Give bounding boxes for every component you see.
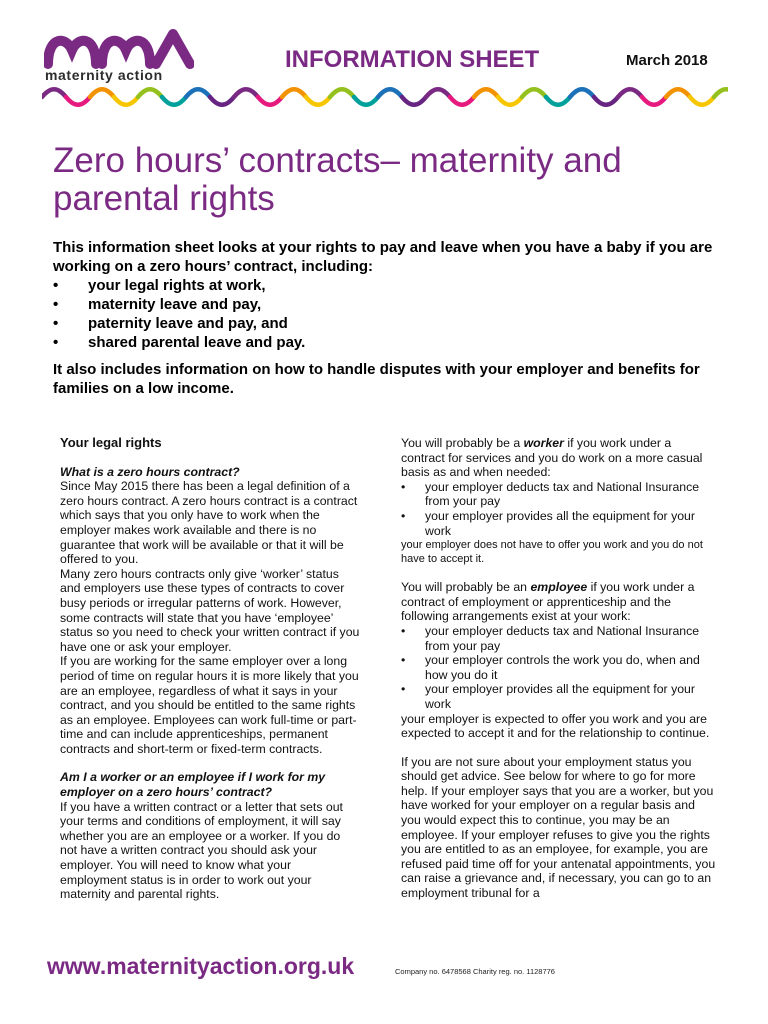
wave-segment (402, 97, 426, 105)
worker-term: worker (523, 436, 564, 450)
wave-segment (450, 97, 474, 105)
website-link[interactable]: www.maternityaction.org.uk (47, 953, 355, 979)
wave-segment (306, 97, 330, 105)
paragraph: If you are not sure about your employment status you should get advice. See below for where to go for more help. If your employer says that you are a worker, but you have worked for your employer on a regular basis and you would expect this to continue, you may be an employee. If your employer refuses to give you the rights you are entitled to as an employee, for example, you are refused paid time off for your antenatal appointments, you can raise a grievance and, if necessary, you can go to an employment tribunal for a (401, 754, 716, 901)
page-header (0, 0, 768, 120)
wave-segment (426, 89, 450, 97)
paragraph: Many zero hours contracts only give ‘worker’ status and employers use these types of contracts to cover busy periods or irregular patterns of work. However, some contracts will state that you have ‘employee’ status so you need to check your written contract if you have one or ask your employer. (60, 566, 360, 654)
bullet-icon: • (401, 508, 406, 523)
bullet-icon: • (401, 623, 406, 638)
bullet-icon: • (53, 277, 59, 294)
subheading-zero-hours: What is a zero hours contract? (60, 464, 240, 479)
left-column (60, 436, 360, 902)
page-title: Zero hours’ contracts– maternity and parental rights (53, 141, 622, 218)
wave-segment (234, 89, 258, 97)
bullet-icon: • (401, 479, 406, 494)
wave-segment (546, 97, 570, 105)
subheading-worker-or-employee: Am I a worker or an employee if I work for my employer on a zero hours’ contract? (60, 770, 326, 800)
list-item: your employer is expected to offer you work and you are expected to accept it and for the relationship to continue. (401, 711, 710, 741)
wave-segment (474, 89, 498, 97)
wave-segment (618, 89, 642, 97)
intro-section (53, 239, 723, 398)
list-item: • your employer provides all the equipment for your work (401, 508, 695, 538)
sheet-title: INFORMATION SHEET (285, 46, 540, 73)
list-item: your employer does not have to offer you work and you do not have to accept it. (401, 539, 703, 566)
wave-segment (42, 89, 66, 97)
paragraph: If you have a written contract or a letter that sets out your terms and conditions of employment, it will say whether you are an employee or a worker. If you do not have a written contract you should ask your employer. You will need to know what your employment status is in order to work out your maternity and parental rights. (60, 799, 343, 902)
wave-segment (282, 89, 306, 97)
wave-segment (498, 97, 522, 105)
list-item: • your employer provides all the equipment for your work (401, 682, 695, 711)
paragraph: If you are working for the same employer over a long period of time on regular hours it is more likely that you are an employee, regardless of what it says in your contract, and you should be entitled to the same rights as an employee. Employees can work full-time or part-time and can include apprenticeships, permanent contracts and short-term or fixed-term contracts. (60, 654, 359, 756)
employee-paragraph: You will probably be an employee if you work under a contract of employment or apprenticeship and the following arrangements exist at your work: (401, 580, 695, 624)
bullet-icon: • (53, 315, 59, 332)
paragraph: Since May 2015 there has been a legal definition of a zero hours contract. A zero hours contract is a contract which says that you only have to work when the employer makes work available and there is no guarantee that work will be available or that it will be offered to you. (60, 479, 358, 567)
wave-segment (690, 97, 714, 105)
wave-segment (258, 97, 282, 105)
logo-text: maternity action (45, 67, 163, 83)
bullet-icon: • (401, 653, 406, 668)
wave-segment (354, 97, 378, 105)
sheet-date: March 2018 (626, 52, 708, 69)
registration-info: Company no. 6478568 Charity reg. no. 1128776 (395, 967, 555, 976)
wave-segment (138, 89, 162, 97)
list-item: • your employer controls the work you do, when and how you do it (401, 653, 700, 682)
wave-segment (90, 89, 114, 97)
wave-segment (594, 97, 618, 105)
wave-segment (162, 97, 186, 105)
list-item: • shared parental leave and pay. (53, 334, 306, 351)
wave-segment (378, 89, 402, 97)
intro-paragraph-2: It also includes information on how to handle disputes with your employer and benefits for families on a low income. (53, 361, 700, 397)
wave-segment (66, 97, 90, 105)
wave-segment (210, 97, 234, 105)
bullet-icon: • (53, 334, 59, 351)
intro-paragraph: This information sheet looks at your rights to pay and leave when you have a baby if you are working on a zero hours’ contract, including: (53, 239, 713, 275)
list-item: • maternity leave and pay, (53, 296, 262, 313)
wave-segment (114, 97, 138, 105)
wave-segment (570, 89, 594, 97)
list-item: • your legal rights at work, (53, 277, 266, 294)
employee-term: employee (530, 580, 588, 595)
wave-segment (666, 89, 690, 97)
wave-segment (522, 89, 546, 97)
wave-segment (330, 89, 354, 97)
bullet-icon: • (401, 682, 406, 697)
rainbow-wave-divider (42, 84, 728, 110)
worker-paragraph: You will probably be a worker if you work under a contract for services and you do work on a more casual basis as and when needed: (401, 436, 703, 480)
bullet-icon: • (53, 296, 59, 313)
wave-segment (642, 97, 666, 105)
intro-list (53, 276, 723, 352)
list-item: • your employer deducts tax and National Insurance from your pay (401, 479, 700, 509)
list-item: • your employer deducts tax and National Insurance from your pay (401, 623, 700, 653)
list-item: • paternity leave and pay, and (53, 315, 288, 332)
right-column (401, 436, 717, 901)
wave-segment (186, 89, 210, 97)
section-heading: Your legal rights (60, 435, 162, 450)
wave-segment (714, 89, 728, 97)
